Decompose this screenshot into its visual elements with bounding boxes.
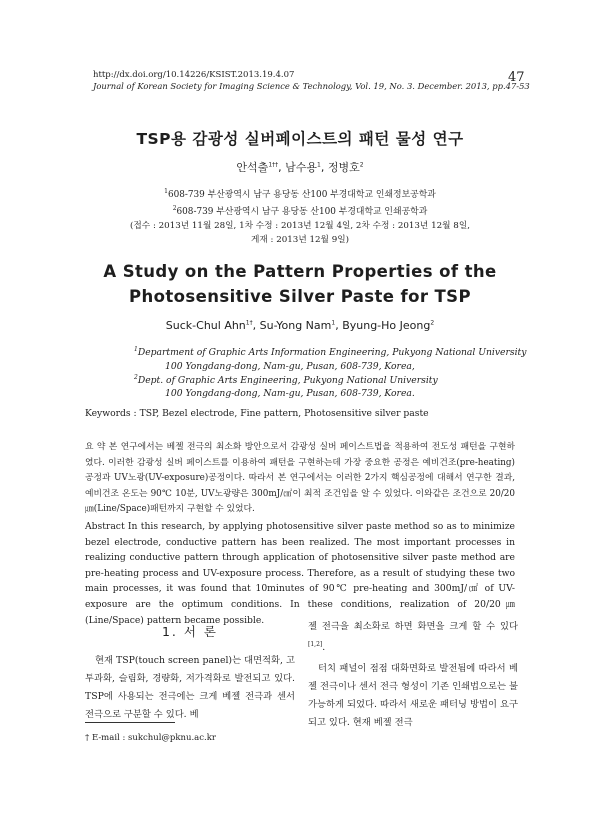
authors-korean [0,159,600,175]
journal-citation: Journal of Korean Society for Imaging Science & Technology, Vol. 19, No. 3. December. 2013, pp.47-53 [93,81,530,91]
intro-right-paragraph-2: 터치 패널이 점점 대화면화로 발전됨에 따라서 베젤 전극이나 센서 전극 형성이 기존 인쇄법으로는 불가능하게 되었다. 따라서 새로운 패터닝 방법이 요구되고 있다. 현재 베젤 전극 [308,663,518,729]
footnote-divider [85,722,175,723]
author-3-ko-sup: 2 [359,161,364,169]
author-1-ko: 안석출 [236,161,269,174]
author-3-ko: 정병호 [327,161,360,174]
aff2-ko-text: 608-739 부산광역시 남구 용당동 산100 부경대학교 인쇄공학과 [176,207,428,217]
intro-right-text-1-end: . [322,642,326,654]
affiliation-1-address: 100 Yongdang-dong, Nam-gu, Pusan, 608-739, Korea, [165,361,415,372]
aff1-en-text: Department of Graphic Arts Information Engineering, Pukyong National University [137,347,527,359]
author-3-en-sup: 2 [430,319,435,327]
aff2-en-text: Dept. of Graphic Arts Engineering, Pukyong National University [137,375,438,387]
affiliation-2-english [134,374,438,386]
author-sep: , [320,161,328,174]
intro-right-column [308,618,518,732]
affiliation-2-korean [0,204,600,217]
section-heading-introduction: 1. 서 론 [161,624,219,639]
received-dates: (접수 : 2013년 11월 28일, 1차 수정 : 2013년 12월 4일, 2차 수정 : 2013년 12월 8일, [130,221,470,231]
author-1-ko-sup: 1†† [268,161,279,169]
page-number: 47 [508,70,525,85]
author-sep: , [252,319,260,332]
affiliation-1-korean [0,187,600,200]
author-1-en: Suck-Chul Ahn [165,319,246,332]
intro-right-paragraph-1 [308,618,518,657]
aff2-en-sup: 2 [134,374,138,381]
author-2-en: Su-Yong Nam [259,319,332,332]
aff2-ko-sup: 2 [172,205,177,213]
citation-ref: [1,2] [308,641,323,648]
aff1-ko-text: 608-739 부산광역시 남구 용당동 산100 부경대학교 인쇄정보공학과 [167,190,436,200]
abstract-english: Abstract In this research, by applying photosensitive silver paste method so as to minimize bezel electrode, conductive pattern has been realized. The most important processes in realizing conductive pattern through application of photosensitive silver paste method are pre-heating process and UV-exposure process. Therefore, as a result of studying these two main processes, it was found that 10minutes of 90℃ pre-heating and 300mJ/㎠ of UV-exposure are the optimum conditions. In these conditions, realization of 20/20㎛(Line/Space) pattern became possible. [85,521,515,626]
published-date: 게재 : 2013년 12월 9일) [250,235,349,245]
keywords: Keywords : TSP, Bezel electrode, Fine pattern, Photosensitive silver paste [85,408,429,419]
author-1-en-sup: 1† [245,319,253,327]
author-sep: , [278,161,286,174]
abstract-korean: 요 약 본 연구에서는 베젤 전극의 최소화 방안으로서 감광성 실버 페이스트법을 적용하여 전도성 패턴을 구현하였다. 이러한 감광성 실버 페이스트를 이용하여 패턴을 구현하는데 가장 중요한 공정은 예비건조(pre-heating) 공정과 UV노광(UV-exposure)공정이다. 따라서 본 연구에서는 이러한 2가지 핵심공정에 대해서 연구한 결과, 예비건조 온도는 90℃ 10분, UV노광량은 300mJ/㎠이 최적 조건임을 알 수 있었다. 이와같은 조건으로 20/20㎛(Line/Space)패턴까지 구현할 수 있었다. [85,442,515,515]
title-english-line-2: Photosensitive Silver Paste for TSP [129,287,471,306]
author-2-en-sup: 1 [331,319,336,327]
author-3-en: Byung-Ho Jeong [342,319,431,332]
footnote-email: † E-mail : sukchul@pknu.ac.kr [85,733,216,743]
aff1-en-sup: 1 [134,346,138,353]
author-sep: , [335,319,343,332]
author-2-ko: 남수용 [285,161,318,174]
authors-english [0,319,600,332]
doi-link[interactable]: http://dx.doi.org/10.14226/KSIST.2013.19.4.07 [93,70,295,80]
affiliation-2-address: 100 Yongdang-dong, Nam-gu, Pusan, 608-739, Korea. [165,388,415,399]
title-english-line-1: A Study on the Pattern Properties of the [103,262,497,281]
intro-right-text-1: 젤 전극을 최소화로 하면 화면을 크게 할 수 있다 [308,621,518,632]
aff1-ko-sup: 1 [164,188,168,196]
author-2-ko-sup: 1 [317,161,321,169]
affiliation-1-english [134,346,526,358]
title-korean: TSP용 감광성 실버페이스트의 패턴 물성 연구 [136,130,464,148]
intro-left-column: 현재 TSP(touch screen panel)는 대면적화, 고투과화, 슬림화, 경량화, 저가격화로 발전되고 있다. TSP에 사용되는 전극에는 크게 베젤 전극과 센서 전극으로 구분할 수 있다. 베 [85,655,295,720]
